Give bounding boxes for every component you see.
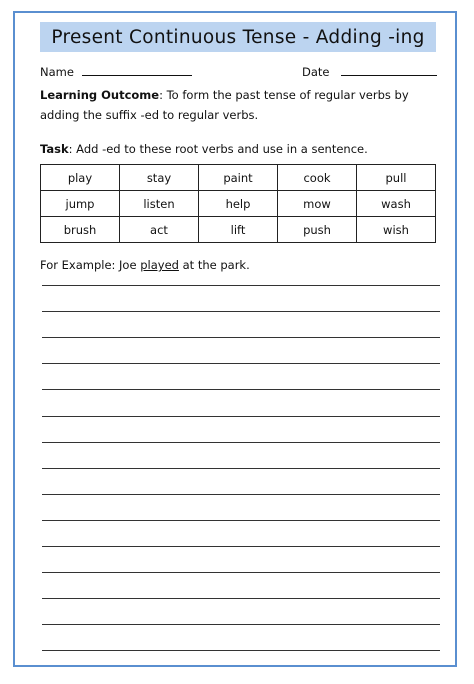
verb-cell: paint xyxy=(199,165,278,191)
learning-outcome xyxy=(40,86,440,125)
example-word: played xyxy=(140,258,179,272)
verb-cell: stay xyxy=(120,165,199,191)
writing-line xyxy=(42,442,440,443)
verb-cell: wash xyxy=(357,191,436,217)
task-text: : Add -ed to these root verbs and use in a sentence. xyxy=(68,142,368,156)
outcome-text: : To form the past tense of regular verbs by adding the suffix -ed to regular verbs. xyxy=(40,88,409,122)
name-field xyxy=(40,64,192,79)
writing-line xyxy=(42,337,440,338)
writing-line xyxy=(42,572,440,573)
verb-cell: pull xyxy=(357,165,436,191)
writing-line xyxy=(42,363,440,364)
worksheet-page xyxy=(13,11,457,667)
table-row xyxy=(41,165,436,191)
verb-table xyxy=(40,164,436,243)
writing-line xyxy=(42,389,440,390)
writing-line xyxy=(42,311,440,312)
date-field xyxy=(302,64,437,79)
example-sentence xyxy=(40,258,250,272)
task-label: Task xyxy=(40,142,69,156)
name-label: Name xyxy=(40,65,74,79)
date-label: Date xyxy=(302,65,330,79)
writing-line xyxy=(42,285,440,286)
verb-cell: act xyxy=(120,217,199,243)
writing-line xyxy=(42,598,440,599)
name-blank xyxy=(82,64,192,76)
verb-cell: play xyxy=(41,165,120,191)
title-banner xyxy=(40,22,436,52)
example-suffix: at the park. xyxy=(178,258,250,272)
table-row xyxy=(41,191,436,217)
page-title: Present Continuous Tense - Adding -ing xyxy=(51,26,425,48)
writing-line xyxy=(42,416,440,417)
example-prefix: For Example: Joe xyxy=(40,258,141,272)
verb-cell: help xyxy=(199,191,278,217)
writing-line xyxy=(42,650,440,651)
verb-cell: brush xyxy=(41,217,120,243)
date-blank xyxy=(341,64,437,76)
verb-cell: cook xyxy=(278,165,357,191)
verb-cell: wish xyxy=(357,217,436,243)
writing-line xyxy=(42,494,440,495)
writing-line xyxy=(42,520,440,521)
writing-line xyxy=(42,624,440,625)
task-instruction xyxy=(40,142,368,156)
table-row xyxy=(41,217,436,243)
verb-cell: lift xyxy=(199,217,278,243)
verb-cell: mow xyxy=(278,191,357,217)
verb-cell: jump xyxy=(41,191,120,217)
verb-cell: listen xyxy=(120,191,199,217)
writing-line xyxy=(42,546,440,547)
writing-line xyxy=(42,468,440,469)
verb-cell: push xyxy=(278,217,357,243)
outcome-label: Learning Outcome xyxy=(40,88,160,102)
